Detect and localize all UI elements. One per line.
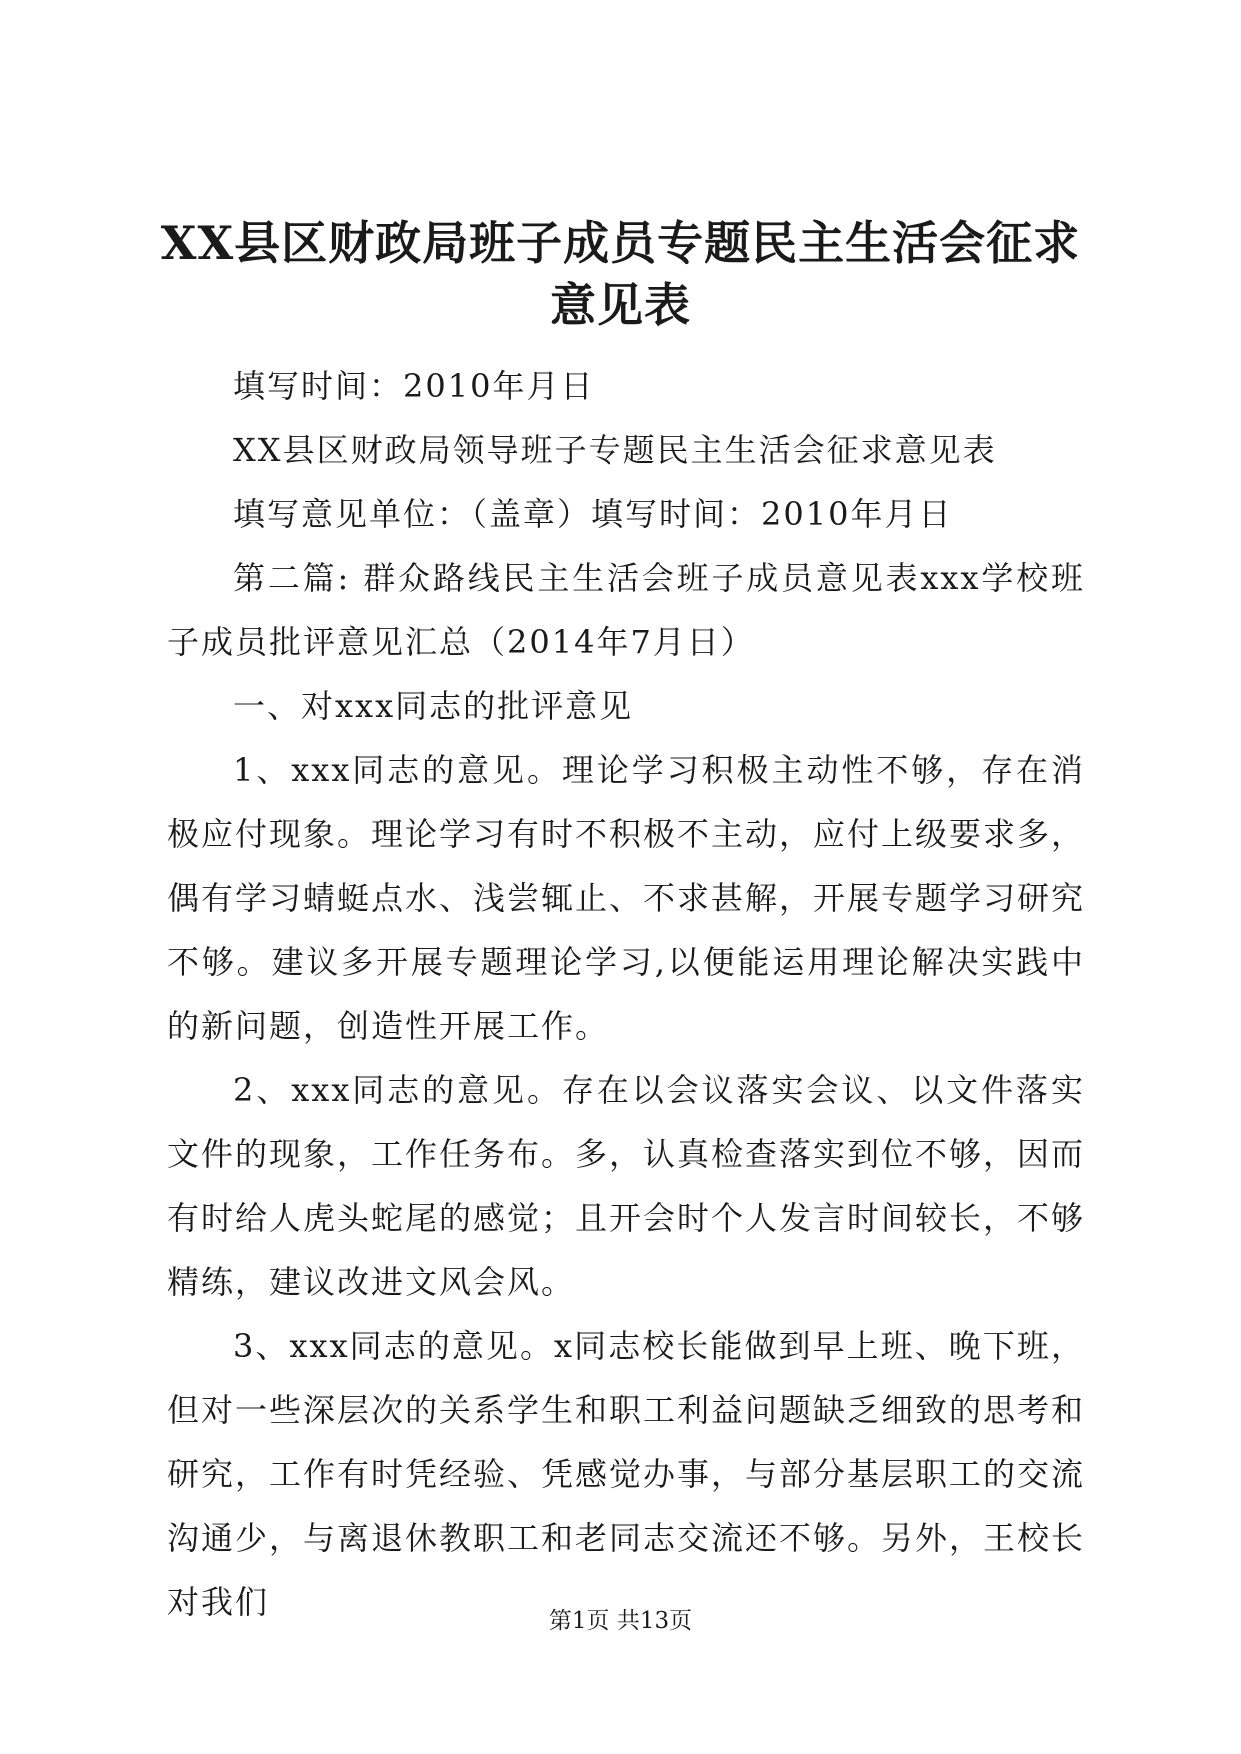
- document-body: [167, 354, 1085, 1634]
- paragraph-second-article: 第二篇: 群众路线民主生活会班子成员意见表xxx学校班子成员批评意见汇总（2014年7月日）: [167, 559, 1085, 661]
- paragraph-fill-time: 填写时间：2010年月日: [233, 367, 595, 405]
- page-number: 第1页 共13页: [548, 1608, 693, 1634]
- section-heading: 一、对xxx同志的批评意见: [233, 687, 634, 725]
- paragraph-form-title: XX县区财政局领导班子专题民主生活会征求意见表: [233, 431, 997, 469]
- document-title: XX县区财政局班子成员专题民主生活会征求意见表: [160, 216, 1081, 332]
- paragraph-opinion-3: 3、xxx同志的意见。x同志校长能做到早上班、晚下班，但对一些深层次的关系学生和职工利益问题缺乏细致的思考和研究，工作有时凭经验、凭感觉办事，与部分基层职工的交流沟通少，与离退休教职工和老同志交流还不够。另外，王校长对我们: [167, 1327, 1086, 1621]
- paragraph-opinion-2: 2、xxx同志的意见。存在以会议落实会议、以文件落实文件的现象，工作任务布。多，认真检查落实到位不够，因而有时给人虎头蛇尾的感觉；且开会时个人发言时间较长，不够精练，建议改进文风会风。: [167, 1071, 1086, 1301]
- paragraph-unit-seal: 填写意见单位：（盖章）填写时间：2010年月日: [233, 495, 953, 533]
- paragraph-opinion-1: 1、xxx同志的意见。理论学习积极主动性不够，存在消极应付现象。理论学习有时不积极不主动，应付上级要求多，偶有学习蜻蜓点水、浅尝辄止、不求甚解，开展专题学习研究不够。建议多开展专题理论学习,以便能运用理论解决实践中的新问题，创造性开展工作。: [167, 751, 1086, 1045]
